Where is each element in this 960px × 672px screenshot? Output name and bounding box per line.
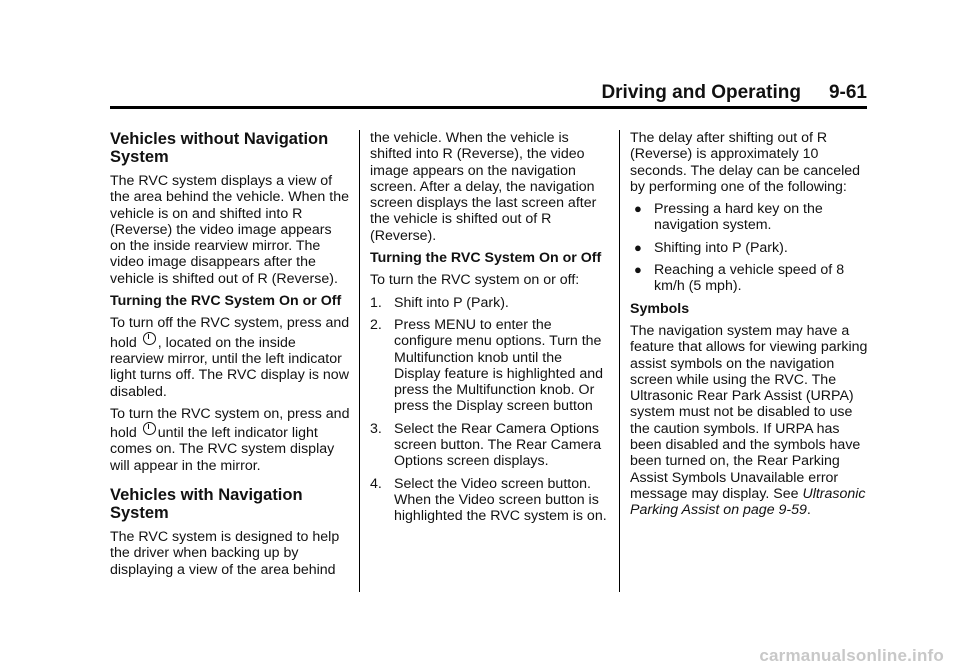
column-divider [359,130,360,592]
header-rule [110,106,867,109]
page-header [110,82,867,104]
subheading: Turning the RVC System On or Off [110,293,342,310]
column-2 [370,130,610,531]
camera-power-icon [143,422,156,435]
column-1 [110,130,350,584]
list-item: 3. Select the Rear Camera Options screen button. The Rear Camera Options screen displays. [370,420,602,470]
watermark: carmanualsonline.info [759,646,944,665]
section-heading: Vehicles with Navigation System [110,486,303,523]
subheading: Symbols [630,300,690,317]
bullet-icon: ● [634,239,642,255]
column-divider [619,130,620,592]
bullet-list [630,201,870,294]
paragraph: The RVC system is designed to help the driver when backing up by displaying a view of the area behind [110,529,340,578]
list-item: ● Reaching a vehicle speed of 8 km/h (5 mph). [634,262,845,295]
list-item: ● Shifting into P (Park). [634,239,788,256]
cross-reference-link[interactable]: Ultrasonic Parking Assist on page 9-59 [630,485,866,519]
list-item: ● Pressing a hard key on the navigation system. [634,201,823,234]
steps-list [370,295,610,525]
list-item: 4. Select the Video screen button. When the Video screen button is highlighted the RVC system is on. [370,475,607,525]
camera-power-icon [143,332,156,345]
list-item: 2. Press MENU to enter the configure menu options. Turn the Multifunction knob until the Display feature is highlighted and press the Multifunction knob. Or press the Display screen button [370,316,604,415]
subheading: Turning the RVC System On or Off [370,250,602,267]
column-3 [630,130,870,525]
paragraph: The delay after shifting out of R (Reverse) is approximately 10 seconds. The delay can be canceled by performing one of the following: [630,130,861,195]
paragraph: The navigation system may have a feature that allows for viewing parking assist symbols on the navigation screen while using the RVC. The Ultrasonic Rear Park Assist (URPA) system must not be disabled to use the caution symbols. If URPA has been disabled and the symbols have been turned on, the Rear Parking Assist Symbols Unavailable error message may display. See Ultrasonic Parking Assist on page 9-59. [630,322,868,519]
paragraph: To turn the RVC system on, press and hold until the left indicator light comes on. The RVC system display will appear in the mirror. [110,405,350,474]
paragraph: To turn the RVC system on or off: [370,272,580,289]
page-number: 9-61 [828,82,867,103]
paragraph: the vehicle. When the vehicle is shifted into R (Reverse), the video image appears on the navigation screen. After a delay, the navigation screen displays the last screen after the vehicle is shifted out of R (Reverse). [370,130,597,244]
bullet-icon: ● [634,201,642,217]
bullet-icon: ● [634,262,642,278]
paragraph: The RVC system displays a view of the area behind the vehicle. When the vehicle is on and shifted into R (Reverse) the video image appears on the inside rearview mirror. The video image disappears after the vehicle is shifted out of R (Reverse). [110,173,349,287]
section-title: Driving and Operating [601,82,801,103]
list-item: 1. Shift into P (Park). [370,294,509,311]
section-heading: Vehicles without Navigation System [110,130,329,166]
paragraph: To turn off the RVC system, press and hold , located on the inside rearview mirror, until the left indicator light turns off. The RVC display is now disabled. [110,315,350,400]
